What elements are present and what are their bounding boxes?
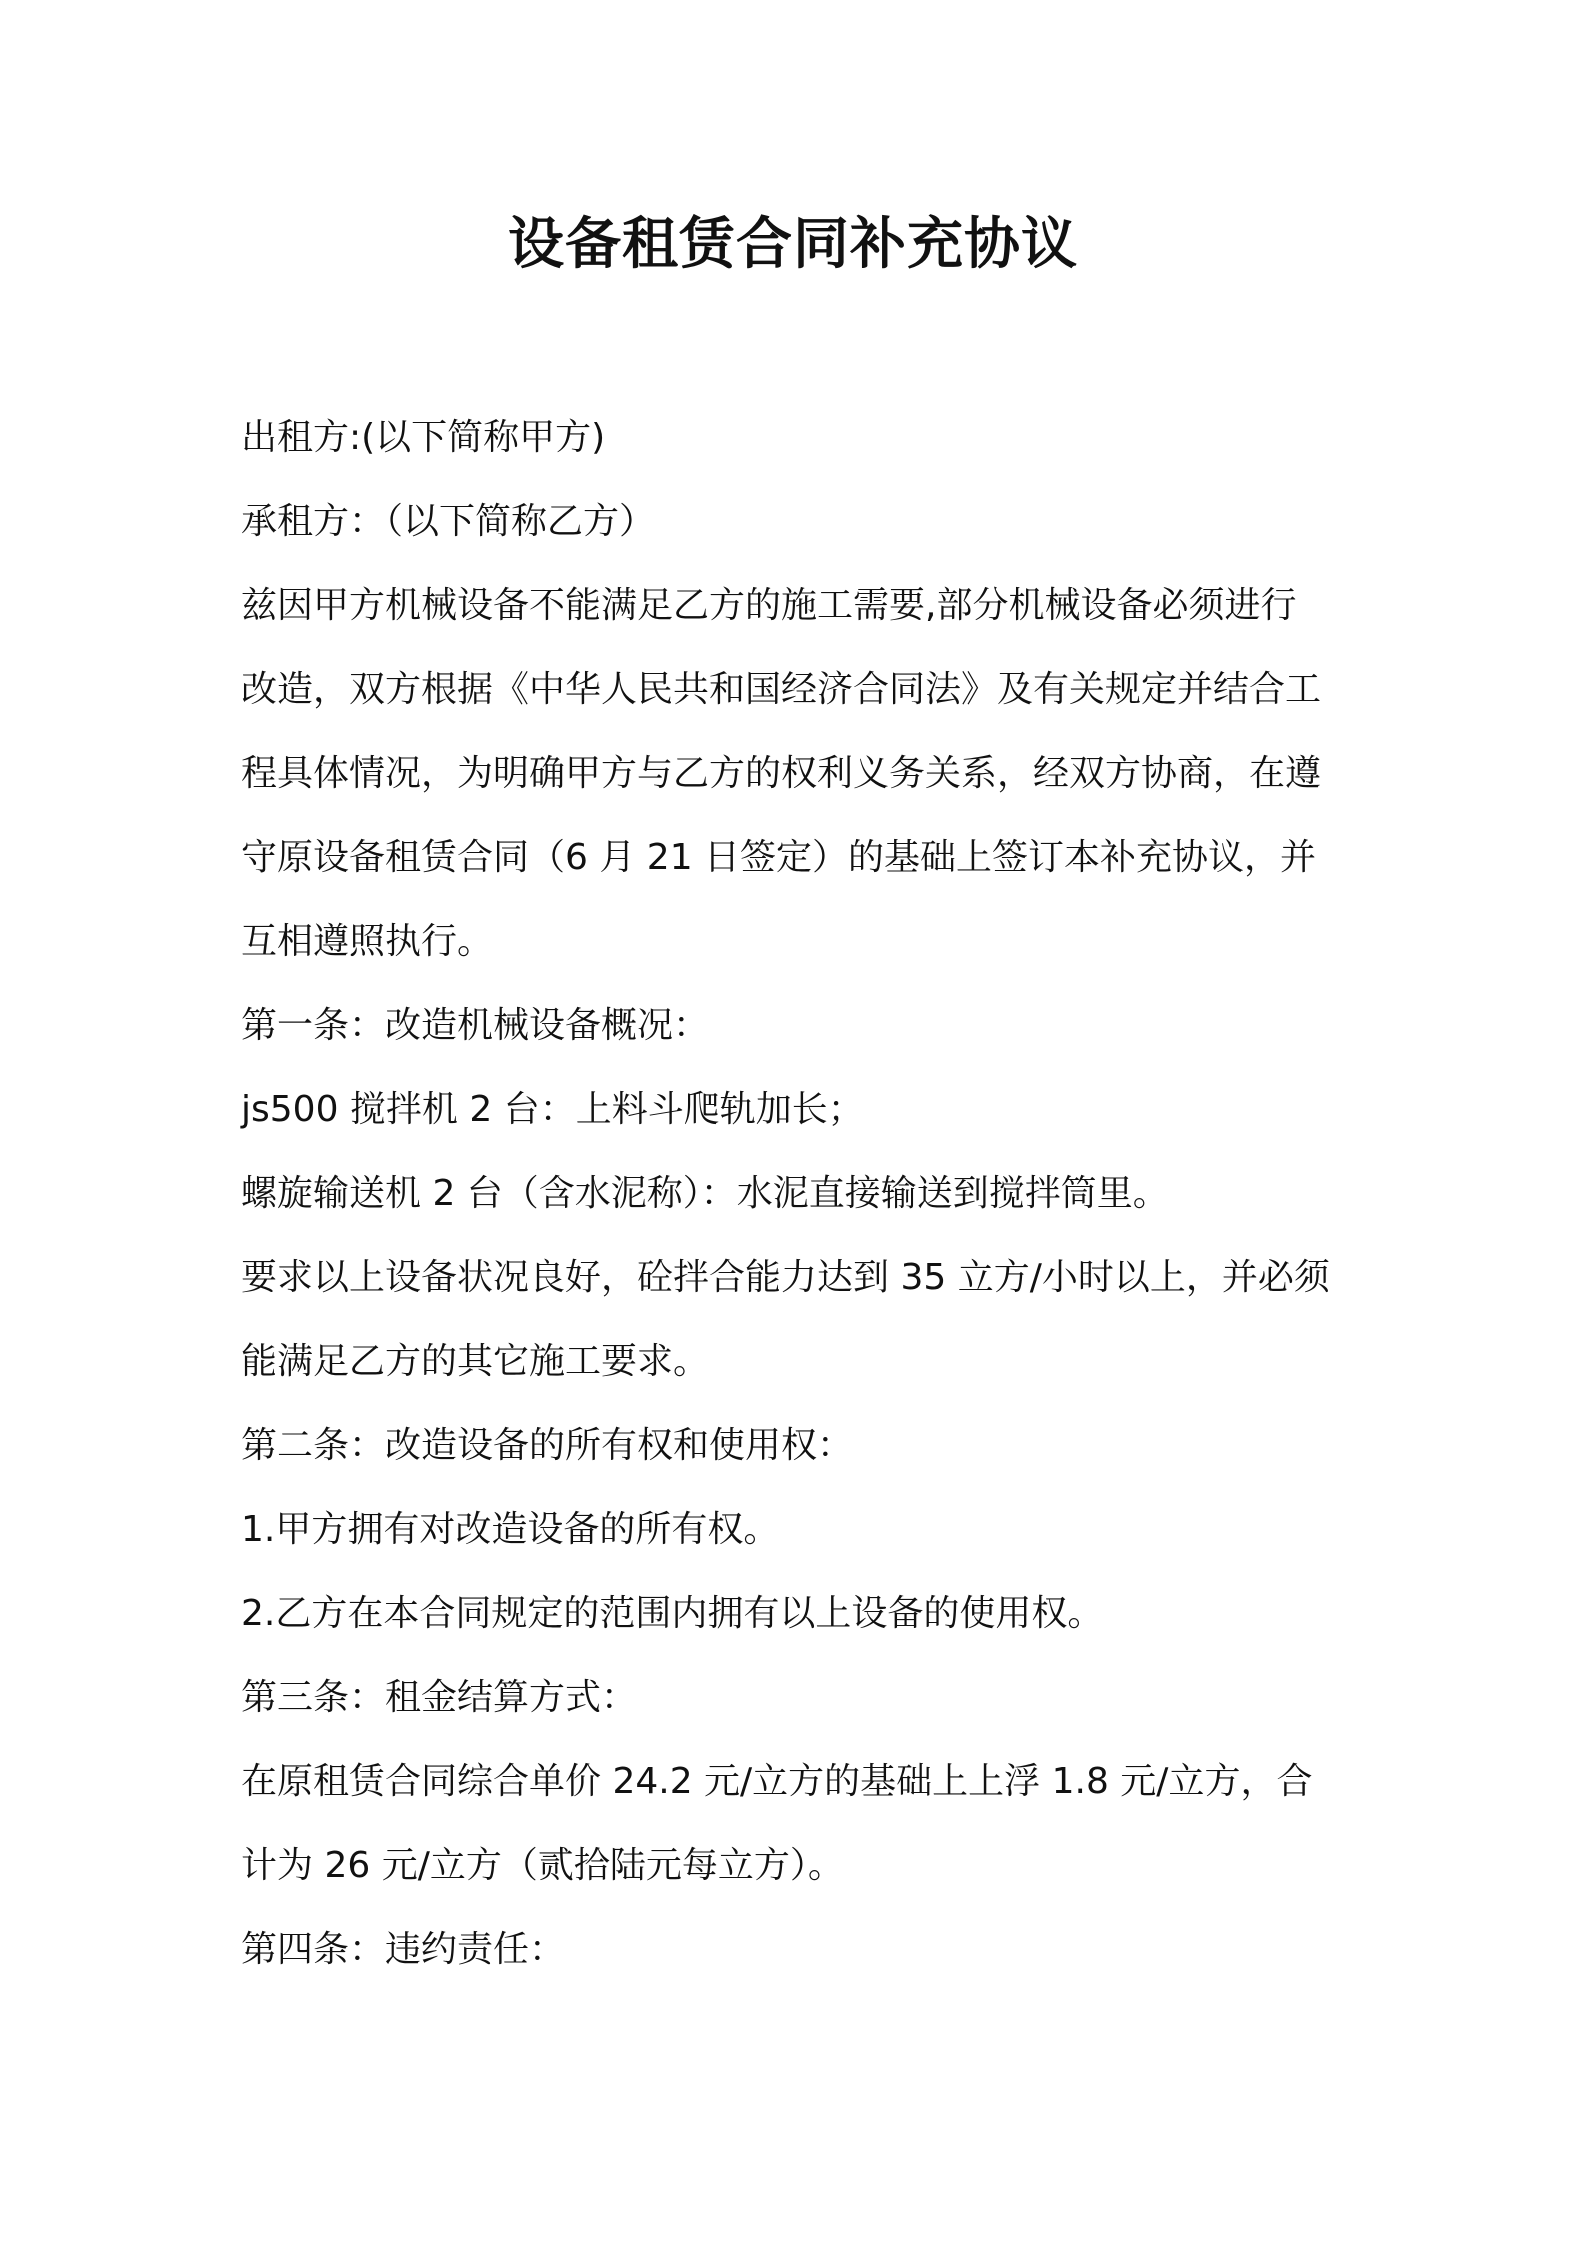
article-1-heading: 第一条：改造机械设备概况： <box>241 1005 710 1046</box>
body-line-preamble: 程具体情况，为明确甲方与乙方的权利义务关系，经双方协商，在遵 <box>241 753 1322 794</box>
article-3-text: 在原租赁合同综合单价 24.2 元/立方的基础上上浮 1.8 元/立方，合 <box>241 1761 1313 1802</box>
article-1-item: js500 搅拌机 2 台：上料斗爬轨加长； <box>241 1089 864 1130</box>
article-3-text: 计为 26 元/立方（贰拾陆元每立方）。 <box>241 1845 844 1886</box>
article-1-item: 螺旋输送机 2 台（含水泥称）：水泥直接输送到搅拌筒里。 <box>241 1173 1169 1214</box>
body-line-lessor: 出租方:(以下简称甲方) <box>241 417 606 458</box>
body-line-preamble: 兹因甲方机械设备不能满足乙方的施工需要,部分机械设备必须进行 <box>241 585 1297 626</box>
article-2-item: 1.甲方拥有对改造设备的所有权。 <box>241 1509 780 1550</box>
article-1-requirement: 要求以上设备状况良好，砼拌合能力达到 35 立方/小时以上，并必须 <box>241 1257 1330 1298</box>
article-1-requirement: 能满足乙方的其它施工要求。 <box>241 1341 710 1382</box>
article-2-item: 2.乙方在本合同规定的范围内拥有以上设备的使用权。 <box>241 1593 1104 1634</box>
body-line-preamble: 改造，双方根据《中华人民共和国经济合同法》及有关规定并结合工 <box>241 669 1322 710</box>
article-4-heading: 第四条：违约责任： <box>241 1929 566 1970</box>
body-line-lessee: 承租方：（以下简称乙方） <box>241 501 656 542</box>
document-body <box>241 396 1361 1992</box>
document-title: 设备租赁合同补充协议 <box>508 212 1078 277</box>
body-line-preamble: 守原设备租赁合同（6 月 21 日签定）的基础上签订本补充协议，并 <box>241 837 1317 878</box>
article-3-heading: 第三条：租金结算方式： <box>241 1677 638 1718</box>
article-2-heading: 第二条：改造设备的所有权和使用权： <box>241 1425 854 1466</box>
body-line-preamble: 互相遵照执行。 <box>241 921 494 962</box>
